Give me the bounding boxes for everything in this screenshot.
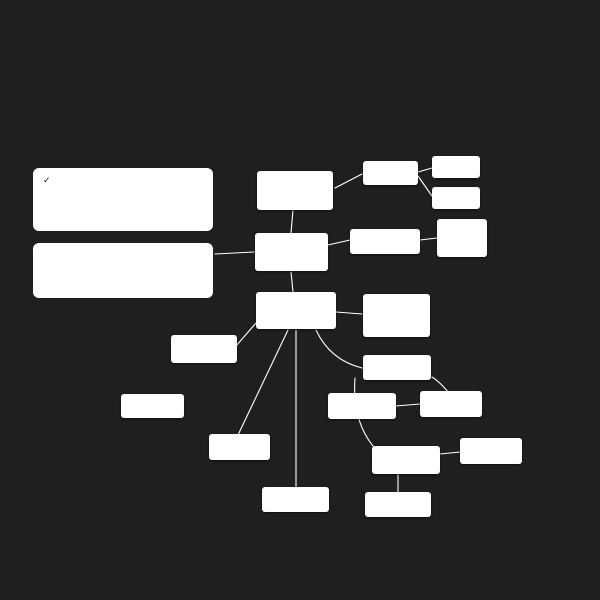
diagram-node[interactable]: [432, 156, 480, 178]
edge: [335, 174, 362, 188]
diagram-node[interactable]: [257, 171, 333, 210]
edge: [432, 377, 448, 392]
diagram-node[interactable]: [432, 187, 480, 209]
diagram-node[interactable]: [209, 434, 270, 460]
note-card[interactable]: [33, 243, 213, 298]
diagram-node[interactable]: [460, 438, 522, 464]
diagram-node[interactable]: [256, 292, 336, 329]
edge: [291, 272, 293, 292]
edge: [238, 330, 288, 435]
diagram-node[interactable]: [363, 355, 431, 380]
diagram-node[interactable]: [365, 492, 431, 517]
note-card[interactable]: [33, 168, 213, 231]
checkmark-icon: ✓: [43, 176, 51, 186]
edge: [236, 323, 256, 346]
diagram-node[interactable]: [350, 229, 420, 254]
diagram-node[interactable]: [262, 487, 329, 512]
edge: [336, 312, 362, 314]
diagram-node[interactable]: [437, 219, 487, 257]
edge: [291, 210, 293, 233]
edge: [418, 176, 432, 196]
edge: [440, 452, 460, 454]
diagram-node[interactable]: [171, 335, 237, 363]
diagram-node[interactable]: [121, 394, 184, 418]
diagram-node[interactable]: [363, 161, 418, 185]
edge: [215, 252, 254, 254]
edge: [420, 238, 437, 240]
edge: [328, 240, 350, 245]
edge: [316, 330, 362, 368]
diagram-node[interactable]: [372, 446, 440, 474]
edge: [396, 404, 420, 406]
diagram-node[interactable]: [255, 233, 328, 271]
diagram-node[interactable]: [363, 294, 430, 337]
diagram-node[interactable]: [328, 393, 396, 419]
edge: [418, 168, 432, 172]
diagram-node[interactable]: [420, 391, 482, 417]
